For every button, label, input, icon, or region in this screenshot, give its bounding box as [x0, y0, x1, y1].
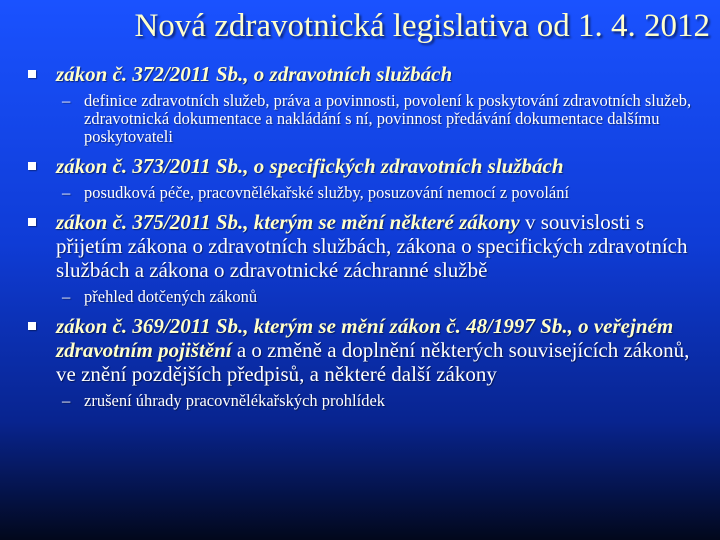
bullet-text	[56, 314, 696, 386]
bullet-text	[56, 210, 696, 282]
bullet-item	[28, 210, 696, 282]
dash-marker: –	[62, 391, 71, 410]
sub-bullet-text: posudková péče, pracovnělékařské služby, posuzování nemocí z povolání	[84, 183, 570, 202]
sub-bullet	[62, 92, 696, 146]
sub-bullet	[62, 288, 696, 306]
square-bullet-icon	[28, 218, 36, 226]
square-bullet-icon	[28, 322, 36, 330]
law-title: zákon č. 372/2011 Sb., o zdravotních službách	[56, 62, 453, 86]
dash-marker: –	[62, 287, 71, 306]
bullet-item	[28, 62, 696, 86]
bullet-item	[28, 154, 696, 178]
sub-bullet-text: definice zdravotních služeb, práva a povinnosti, povolení k poskytování zdravotních služeb, zdravotnická dokumentace a nakládání s ní, povinnost předávání dokumentace dalšímu poskytovateli	[84, 91, 692, 146]
law-description: a o změně a doplnění některých souvisejících zákonů, ve znění pozdějších předpisů, a některé další zákony	[56, 338, 690, 386]
sub-bullet	[62, 184, 696, 202]
square-bullet-icon	[28, 70, 36, 78]
law-title: zákon č. 375/2011 Sb., kterým se mění některé zákony	[56, 210, 520, 234]
sub-bullet-text: zrušení úhrady pracovnělékařských prohlídek	[84, 391, 386, 410]
square-bullet-icon	[28, 162, 36, 170]
bullet-text	[56, 154, 696, 178]
bullet-item	[28, 314, 696, 386]
law-title: zákon č. 373/2011 Sb., o specifických zdravotních službách	[56, 154, 564, 178]
law-description: v souvislosti s přijetím zákona o zdravotních službách, zákona o specifických zdravotních službách a zákona o zdravotnické záchranné službě	[56, 210, 688, 282]
bullet-text	[56, 62, 696, 86]
sub-bullet-text: přehled dotčených zákonů	[84, 287, 258, 306]
dash-marker: –	[62, 91, 71, 110]
slide-body	[28, 62, 696, 410]
law-title: zákon č. 369/2011 Sb., kterým se mění zákon č. 48/1997 Sb., o veřejném zdravotním pojištění	[56, 314, 674, 362]
slide-title: Nová zdravotnická legislativa od 1. 4. 2012	[134, 8, 710, 44]
sub-bullet	[62, 392, 696, 410]
dash-marker: –	[62, 183, 71, 202]
